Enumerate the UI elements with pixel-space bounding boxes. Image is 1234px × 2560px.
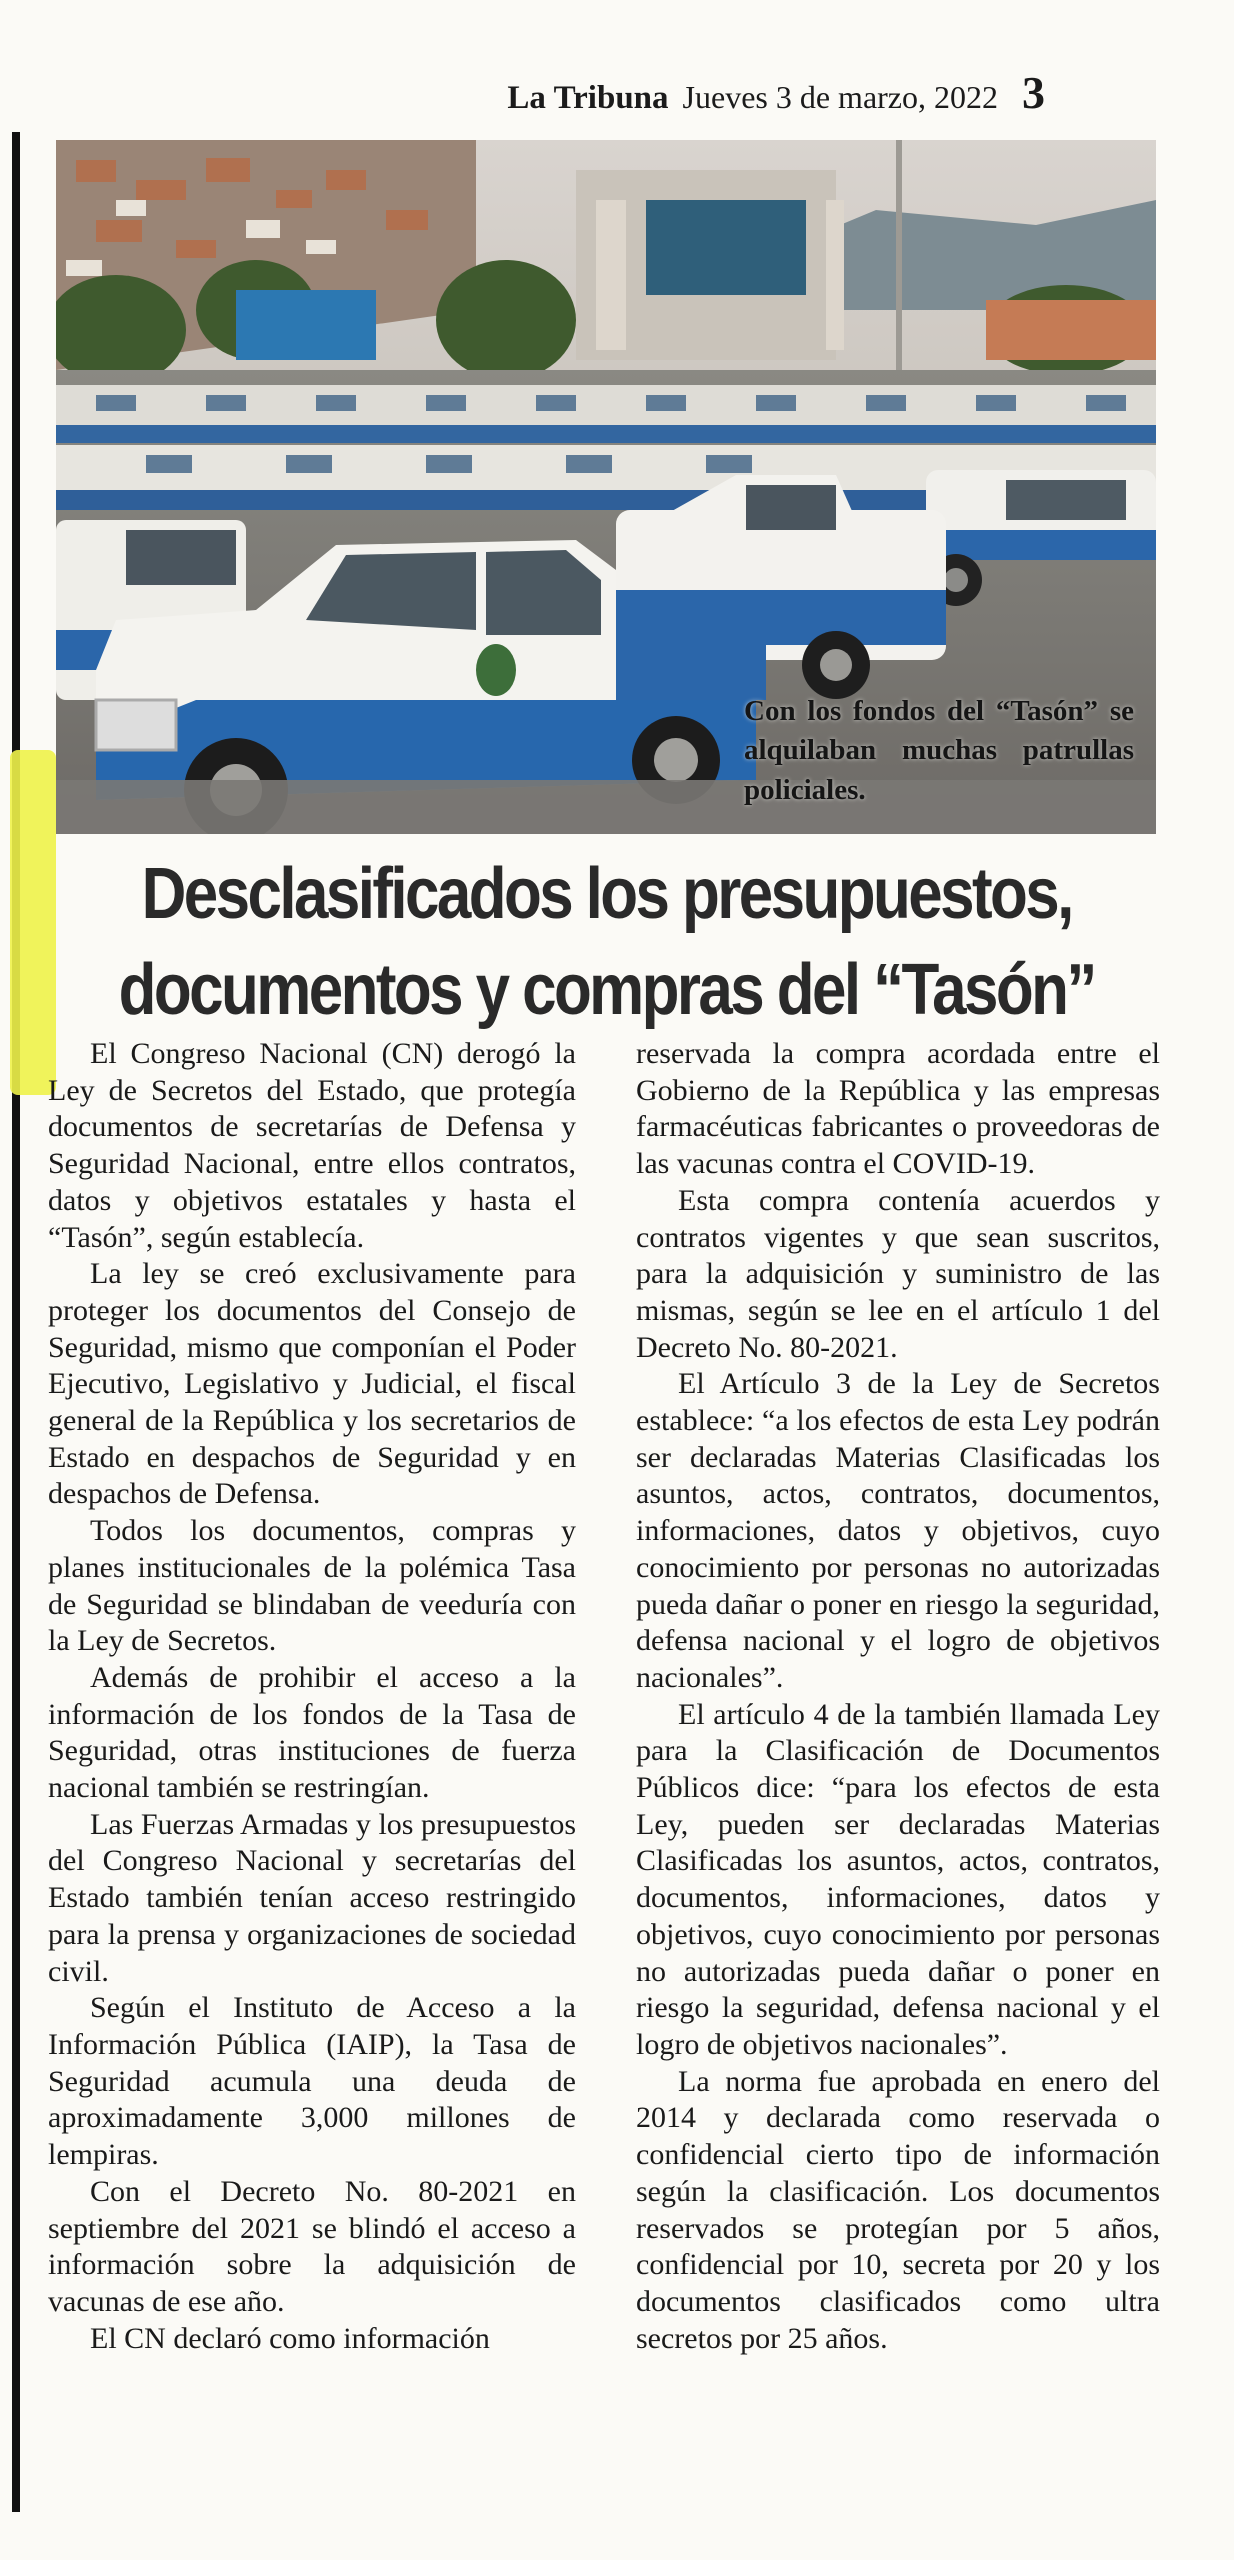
paragraph: El Congreso Nacional (CN) derogó la Ley de Secretos del Estado, que protegía documentos de secretarías de Defensa y Seguridad Nacional, entre ellos contratos, datos y objetivos estatales y hasta el “Tasón”, según establecía. (48, 1037, 576, 1254)
publication-name: La Tribuna (507, 80, 669, 116)
paragraph: Además de prohibir el acceso a la información de los fondos de la Tasa de Seguridad, otras instituciones de fuerza nacional también se restringían. (48, 1660, 576, 1805)
article-headline (52, 846, 1161, 1038)
paragraph: El Artículo 3 de la Ley de Secretos establece: “a los efectos de esta Ley podrán ser declaradas Materias Clasificadas los asuntos, actos, contratos, documentos, informaciones, datos y objetivos, cuyo conocimiento por personas no autorizadas pueda dañar o poner en riesgo la seguridad, defensa nacional y el logro de objetivos nacionales”. (636, 1367, 1160, 1694)
headline-line-2: documentos y compras del “Tasón” (118, 950, 1095, 1030)
column-rule (12, 132, 20, 2512)
paragraph: El CN declaró como información (90, 2321, 490, 2355)
headline-line-1: Desclasificados los presupuestos, (141, 854, 1072, 934)
paragraph: Todos los documentos, compras y planes institucionales de la polémica Tasa de Seguridad se blindaban de veeduría con la Ley de Secretos. (48, 1514, 576, 1658)
paragraph: Con el Decreto No. 80-2021 en septiembre del 2021 se blindó el acceso a información sobre la adquisición de vacunas de ese año. (48, 2174, 576, 2318)
paragraph: Esta compra contenía acuerdos y contratos vigentes y que sean suscritos, para la adquisición y suministro de las mismas, según se lee en el artículo 1 del Decreto No. 80-2021. (636, 1183, 1160, 1364)
photo-caption: Con los fondos del “Tasón” se alquilaban muchas patrullas policiales. (744, 694, 1134, 806)
page-number: 3 (1022, 67, 1045, 118)
paragraph-continuation: reservada la compra acordada entre el Gobierno de la República y las empresas farmacéuticas fabricantes o proveedoras de las vacunas contra el COVID-19. (636, 1037, 1160, 1181)
paragraph: La ley se creó exclusivamente para proteger los documentos del Consejo de Seguridad, mismo que componían el Poder Ejecutivo, Legislativo y Judicial, el fiscal general de la República y los secretarios de Estado en despachos de Seguridad y en despachos de Defensa. (48, 1257, 576, 1511)
paragraph: Las Fuerzas Armadas y los presupuestos del Congreso Nacional y secretarías del Estado también tenían acceso restringido para la prensa y organizaciones de sociedad civil. (48, 1807, 576, 1988)
page-header (395, 66, 1045, 118)
paragraph: La norma fue aprobada en enero del 2014 y declarada como reservada o confidencial cierto tipo de información según la clasificación. Los documentos reservados se protegían por 5 años, confidencial por 10, secreta por 20 y los documentos clasificados como ultra secretos por 25 años. (636, 2064, 1160, 2355)
news-photo (56, 140, 1156, 834)
article-column-right (636, 1036, 1160, 2357)
paragraph: Según el Instituto de Acceso a la Información Pública (IAIP), la Tasa de Seguridad acumula una deuda de aproximadamente 3,000 millones de lempiras. (48, 1991, 576, 2172)
issue-date: Jueves 3 de marzo, 2022 (682, 79, 998, 115)
article-column-left (48, 1036, 576, 2357)
paragraph: El artículo 4 de la también llamada Ley para la Clasificación de Documentos Públicos dice: “para los efectos de esta Ley, pueden ser declaradas Materias Clasificadas los asuntos, actos, contratos, documentos, informaciones, datos y objetivos, cuyo conocimiento por personas no autorizadas pueda dañar o poner en riesgo la seguridad, defensa nacional y el logro de objetivos nacionales”. (636, 1697, 1160, 2061)
